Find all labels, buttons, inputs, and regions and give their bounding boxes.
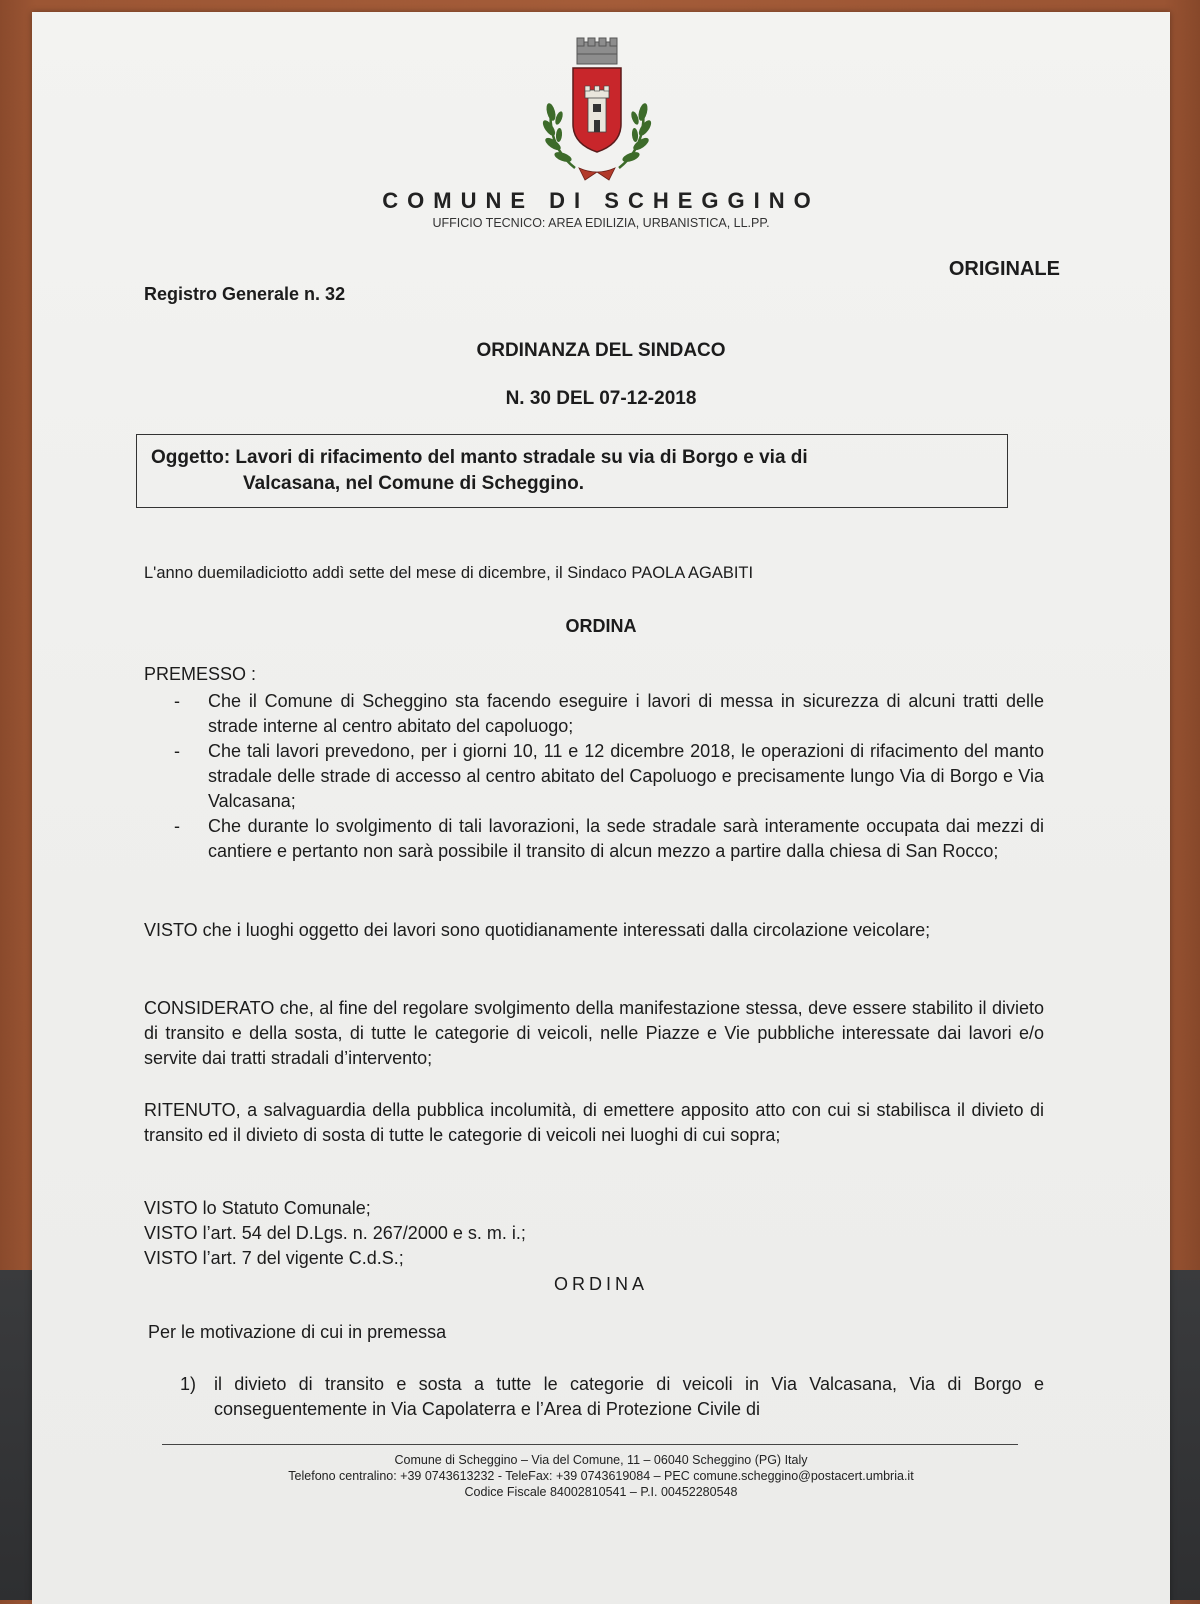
municipal-coat-of-arms-icon xyxy=(537,36,657,186)
visto-luoghi-paragraph: VISTO che i luoghi oggetto dei lavori sono quotidianamente interessati dalla circolazione veicolare; xyxy=(144,920,931,940)
premesso-list xyxy=(144,689,1044,864)
oggetto-line-2: Valcasana, nel Comune di Scheggino. xyxy=(243,473,585,494)
visto-list xyxy=(144,1196,526,1271)
originale-label: ORIGINALE xyxy=(948,258,1060,280)
premesso-label: PREMESSO : xyxy=(144,664,257,684)
footer-fiscal: Codice Fiscale 84002810541 – P.I. 00452280548 xyxy=(464,1485,738,1499)
ufficio-subtitle: UFFICIO TECNICO: AREA EDILIZIA, URBANISTICA, LL.PP. xyxy=(432,216,770,230)
footer-contacts: Telefono centralino: +39 0743613232 - TeleFax: +39 0743619084 – PEC comune.scheggino@postacert.umbria.it xyxy=(288,1469,914,1483)
footer-divider xyxy=(162,1444,1018,1445)
ordina-heading: ORDINA xyxy=(565,616,637,636)
footer-address: Comune di Scheggino – Via del Comune, 11 – 06040 Scheggino (PG) Italy xyxy=(394,1453,808,1467)
list-item: - Che il Comune di Scheggino sta facendo eseguire i lavori di messa in sicurezza di alcuni tratti delle strade interne al centro abitato del capoluogo; xyxy=(144,689,1044,739)
visto-art54: VISTO l’art. 54 del D.Lgs. n. 267/2000 e s. m. i.; xyxy=(144,1223,526,1243)
item-number: 1) xyxy=(180,1374,197,1394)
registro-generale: Registro Generale n. 32 xyxy=(144,284,346,304)
ordina-heading-2: ORDINA xyxy=(553,1274,648,1294)
ordina-item-1 xyxy=(180,1372,1044,1422)
document-page xyxy=(32,12,1170,1604)
visto-art7: VISTO l’art. 7 del vigente C.d.S.; xyxy=(144,1248,404,1268)
visto-statuto: VISTO lo Statuto Comunale; xyxy=(144,1198,371,1218)
anno-paragraph: L'anno duemiladiciotto addì sette del mese di dicembre, il Sindaco PAOLA AGABITI xyxy=(144,564,754,582)
comune-title: COMUNE DI SCHEGGINO xyxy=(382,188,820,213)
ritenuto-paragraph: RITENUTO, a salvaguardia della pubblica incolumità, di emettere apposito atto con cui si stabilisca il divieto di transito ed il divieto di sosta di tutte le categorie di veicoli nei luoghi di cui sopra; xyxy=(144,1100,1044,1145)
per-le-motivazione: Per le motivazione di cui in premessa xyxy=(148,1322,447,1342)
ordinanza-title: ORDINANZA DEL SINDACO xyxy=(476,340,726,361)
oggetto-box xyxy=(136,434,1008,508)
list-item: - Che tali lavori prevedono, per i giorni 10, 11 e 12 dicembre 2018, le operazioni di rifacimento del manto stradale delle strade di accesso al centro abitato del Capoluogo e precisamente lungo Via di Borgo e Via Valcasana; xyxy=(144,739,1044,814)
considerato-paragraph: CONSIDERATO che, al fine del regolare svolgimento della manifestazione stessa, deve essere stabilito il divieto di transito e della sosta, di tutte le categorie di veicoli, nelle Piazze e Vie pubbliche interessate dai lavori e/o servite dai tratti stradali d’intervento; xyxy=(144,998,1044,1068)
item-text: il divieto di transito e sosta a tutte le categorie di veicoli in Via Valcasana, Via di Borgo e conseguentemente in Via Capolaterra e l’Area di Protezione Civile di xyxy=(214,1374,1044,1419)
list-item: - Che durante lo svolgimento di tali lavorazioni, la sede stradale sarà interamente occupata dai mezzi di cantiere e pertanto non sarà possibile il transito di alcun mezzo a partire dalla chiesa di San Rocco; xyxy=(144,814,1044,864)
ordinanza-number: N. 30 DEL 07-12-2018 xyxy=(505,388,697,409)
oggetto-line-1: Oggetto: Lavori di rifacimento del manto stradale su via di Borgo e via di xyxy=(151,447,808,468)
